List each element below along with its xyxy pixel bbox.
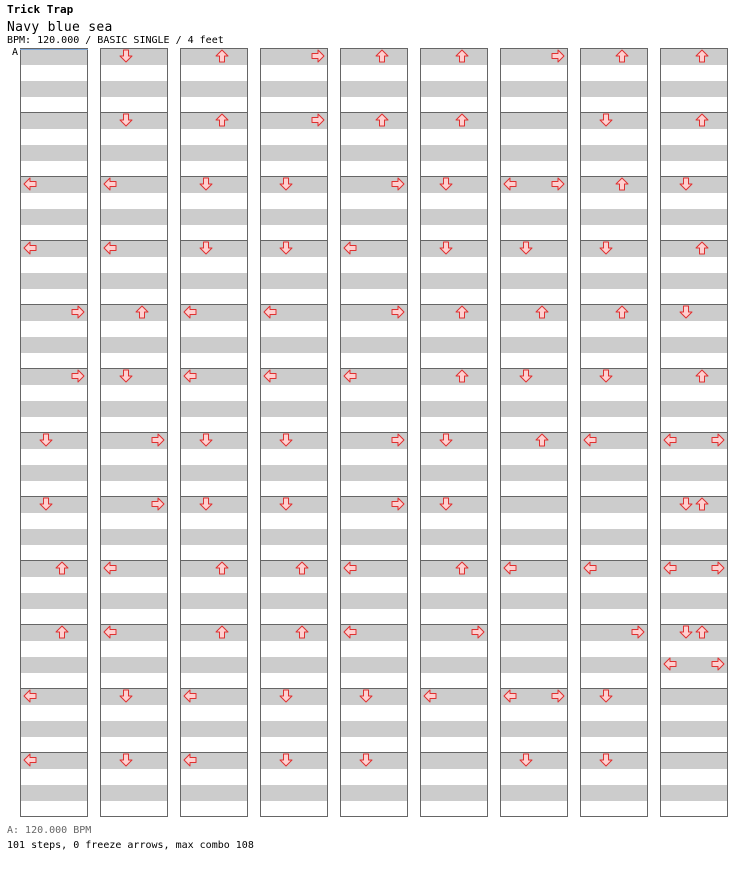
measure: [660, 624, 728, 688]
section-label: A: [12, 47, 19, 58]
down-arrow-icon: [119, 49, 133, 63]
measure: [660, 752, 728, 816]
left-arrow-icon: [583, 561, 597, 575]
measure: [500, 112, 568, 176]
left-arrow-icon: [663, 657, 677, 671]
down-arrow-icon: [199, 241, 213, 255]
measure: [180, 48, 248, 112]
left-arrow-icon: [23, 753, 37, 767]
down-arrow-icon: [279, 433, 293, 447]
right-arrow-icon: [551, 177, 565, 191]
down-arrow-icon: [39, 497, 53, 511]
right-arrow-icon: [551, 689, 565, 703]
left-arrow-icon: [423, 689, 437, 703]
down-arrow-icon: [599, 753, 613, 767]
measure: [260, 560, 328, 624]
left-arrow-icon: [103, 177, 117, 191]
up-arrow-icon: [295, 625, 309, 639]
down-arrow-icon: [679, 305, 693, 319]
measure: [20, 112, 88, 176]
right-arrow-icon: [631, 625, 645, 639]
measure: [260, 496, 328, 560]
left-arrow-icon: [183, 369, 197, 383]
column-bottom-border: [500, 816, 568, 817]
measure: [660, 176, 728, 240]
down-arrow-icon: [599, 113, 613, 127]
down-arrow-icon: [199, 497, 213, 511]
down-arrow-icon: [119, 753, 133, 767]
measure: [580, 112, 648, 176]
measure: [420, 560, 488, 624]
down-arrow-icon: [599, 369, 613, 383]
up-arrow-icon: [695, 113, 709, 127]
measure: [420, 432, 488, 496]
measure: [580, 176, 648, 240]
measure: [660, 240, 728, 304]
right-arrow-icon: [391, 497, 405, 511]
up-arrow-icon: [55, 561, 69, 575]
measure: [20, 560, 88, 624]
column-bottom-border: [580, 816, 648, 817]
up-arrow-icon: [535, 305, 549, 319]
column-bottom-border: [20, 816, 88, 817]
measure: [500, 368, 568, 432]
up-arrow-icon: [215, 625, 229, 639]
down-arrow-icon: [279, 241, 293, 255]
up-arrow-icon: [695, 497, 709, 511]
measure: [180, 432, 248, 496]
up-arrow-icon: [455, 369, 469, 383]
measure: [180, 560, 248, 624]
measure: [260, 752, 328, 816]
measure: [580, 368, 648, 432]
down-arrow-icon: [599, 241, 613, 255]
left-arrow-icon: [343, 625, 357, 639]
left-arrow-icon: [23, 177, 37, 191]
down-arrow-icon: [599, 689, 613, 703]
measure: [260, 432, 328, 496]
up-arrow-icon: [695, 241, 709, 255]
right-arrow-icon: [391, 177, 405, 191]
down-arrow-icon: [119, 689, 133, 703]
right-arrow-icon: [311, 113, 325, 127]
up-arrow-icon: [695, 625, 709, 639]
section-marker-line: [20, 49, 88, 50]
down-arrow-icon: [439, 241, 453, 255]
down-arrow-icon: [279, 497, 293, 511]
up-arrow-icon: [55, 625, 69, 639]
measure: [260, 624, 328, 688]
left-arrow-icon: [343, 369, 357, 383]
measure: [20, 48, 88, 112]
right-arrow-icon: [391, 433, 405, 447]
left-arrow-icon: [663, 561, 677, 575]
right-arrow-icon: [71, 369, 85, 383]
left-arrow-icon: [503, 177, 517, 191]
down-arrow-icon: [439, 497, 453, 511]
left-arrow-icon: [343, 241, 357, 255]
measure: [420, 112, 488, 176]
up-arrow-icon: [455, 561, 469, 575]
measure: [500, 304, 568, 368]
measure: [660, 112, 728, 176]
up-arrow-icon: [455, 49, 469, 63]
up-arrow-icon: [455, 305, 469, 319]
measure: [420, 48, 488, 112]
left-arrow-icon: [263, 305, 277, 319]
bpm-legend: A: 120.000 BPM: [7, 825, 92, 836]
measure: [500, 752, 568, 816]
measure: [580, 240, 648, 304]
right-arrow-icon: [311, 49, 325, 63]
measure: [180, 112, 248, 176]
measure: [260, 176, 328, 240]
up-arrow-icon: [375, 113, 389, 127]
down-arrow-icon: [359, 689, 373, 703]
left-arrow-icon: [23, 689, 37, 703]
up-arrow-icon: [215, 113, 229, 127]
down-arrow-icon: [679, 497, 693, 511]
measure: [500, 496, 568, 560]
measure: [500, 240, 568, 304]
measure: [20, 624, 88, 688]
left-arrow-icon: [103, 241, 117, 255]
measure: [180, 496, 248, 560]
left-arrow-icon: [183, 689, 197, 703]
measure: [180, 240, 248, 304]
measure: [660, 368, 728, 432]
measure: [340, 688, 408, 752]
right-arrow-icon: [471, 625, 485, 639]
up-arrow-icon: [615, 177, 629, 191]
down-arrow-icon: [39, 433, 53, 447]
measure: [580, 48, 648, 112]
up-arrow-icon: [535, 433, 549, 447]
column-bottom-border: [420, 816, 488, 817]
measure: [420, 368, 488, 432]
right-arrow-icon: [151, 433, 165, 447]
measure: [420, 752, 488, 816]
down-arrow-icon: [279, 177, 293, 191]
right-arrow-icon: [711, 561, 725, 575]
step-stats: 101 steps, 0 freeze arrows, max combo 108: [7, 840, 254, 851]
up-arrow-icon: [695, 369, 709, 383]
measure: [260, 688, 328, 752]
measure: [660, 48, 728, 112]
column-bottom-border: [260, 816, 328, 817]
down-arrow-icon: [439, 177, 453, 191]
measure: [340, 112, 408, 176]
measure: [420, 176, 488, 240]
measure: [100, 368, 168, 432]
measure: [180, 176, 248, 240]
measure: [420, 240, 488, 304]
column-bottom-border: [340, 816, 408, 817]
measure: [100, 304, 168, 368]
measure: [660, 304, 728, 368]
up-arrow-icon: [215, 49, 229, 63]
down-arrow-icon: [199, 177, 213, 191]
down-arrow-icon: [679, 625, 693, 639]
down-arrow-icon: [439, 433, 453, 447]
measure: [100, 752, 168, 816]
measure: [340, 48, 408, 112]
left-arrow-icon: [183, 753, 197, 767]
measure: [100, 688, 168, 752]
down-arrow-icon: [279, 753, 293, 767]
measure: [580, 688, 648, 752]
column-bottom-border: [180, 816, 248, 817]
measure: [500, 624, 568, 688]
up-arrow-icon: [375, 49, 389, 63]
measure: [580, 496, 648, 560]
left-arrow-icon: [103, 561, 117, 575]
down-arrow-icon: [519, 241, 533, 255]
left-arrow-icon: [23, 241, 37, 255]
down-arrow-icon: [119, 113, 133, 127]
song-title: Navy blue sea: [7, 20, 113, 35]
chart-info: BPM: 120.000 / BASIC SINGLE / 4 feet: [7, 35, 224, 46]
measure: [420, 496, 488, 560]
measure: [580, 752, 648, 816]
column-bottom-border: [660, 816, 728, 817]
measure: [580, 304, 648, 368]
left-arrow-icon: [503, 561, 517, 575]
measure: [100, 48, 168, 112]
down-arrow-icon: [199, 433, 213, 447]
down-arrow-icon: [279, 689, 293, 703]
measure: [340, 752, 408, 816]
up-arrow-icon: [295, 561, 309, 575]
down-arrow-icon: [519, 753, 533, 767]
measure: [260, 240, 328, 304]
measure: [500, 432, 568, 496]
left-arrow-icon: [583, 433, 597, 447]
left-arrow-icon: [183, 305, 197, 319]
left-arrow-icon: [343, 561, 357, 575]
measure: [660, 496, 728, 560]
right-arrow-icon: [551, 49, 565, 63]
left-arrow-icon: [503, 689, 517, 703]
right-arrow-icon: [71, 305, 85, 319]
measure: [420, 304, 488, 368]
column-bottom-border: [100, 816, 168, 817]
measure: [20, 496, 88, 560]
chart-title: Trick Trap: [7, 3, 74, 16]
right-arrow-icon: [391, 305, 405, 319]
down-arrow-icon: [519, 369, 533, 383]
measure: [660, 688, 728, 752]
right-arrow-icon: [151, 497, 165, 511]
measure: [180, 624, 248, 688]
up-arrow-icon: [695, 49, 709, 63]
measure: [20, 432, 88, 496]
left-arrow-icon: [663, 433, 677, 447]
up-arrow-icon: [215, 561, 229, 575]
up-arrow-icon: [135, 305, 149, 319]
left-arrow-icon: [103, 625, 117, 639]
left-arrow-icon: [263, 369, 277, 383]
down-arrow-icon: [119, 369, 133, 383]
down-arrow-icon: [359, 753, 373, 767]
right-arrow-icon: [711, 657, 725, 671]
up-arrow-icon: [615, 305, 629, 319]
up-arrow-icon: [455, 113, 469, 127]
measure: [100, 112, 168, 176]
right-arrow-icon: [711, 433, 725, 447]
down-arrow-icon: [679, 177, 693, 191]
up-arrow-icon: [615, 49, 629, 63]
